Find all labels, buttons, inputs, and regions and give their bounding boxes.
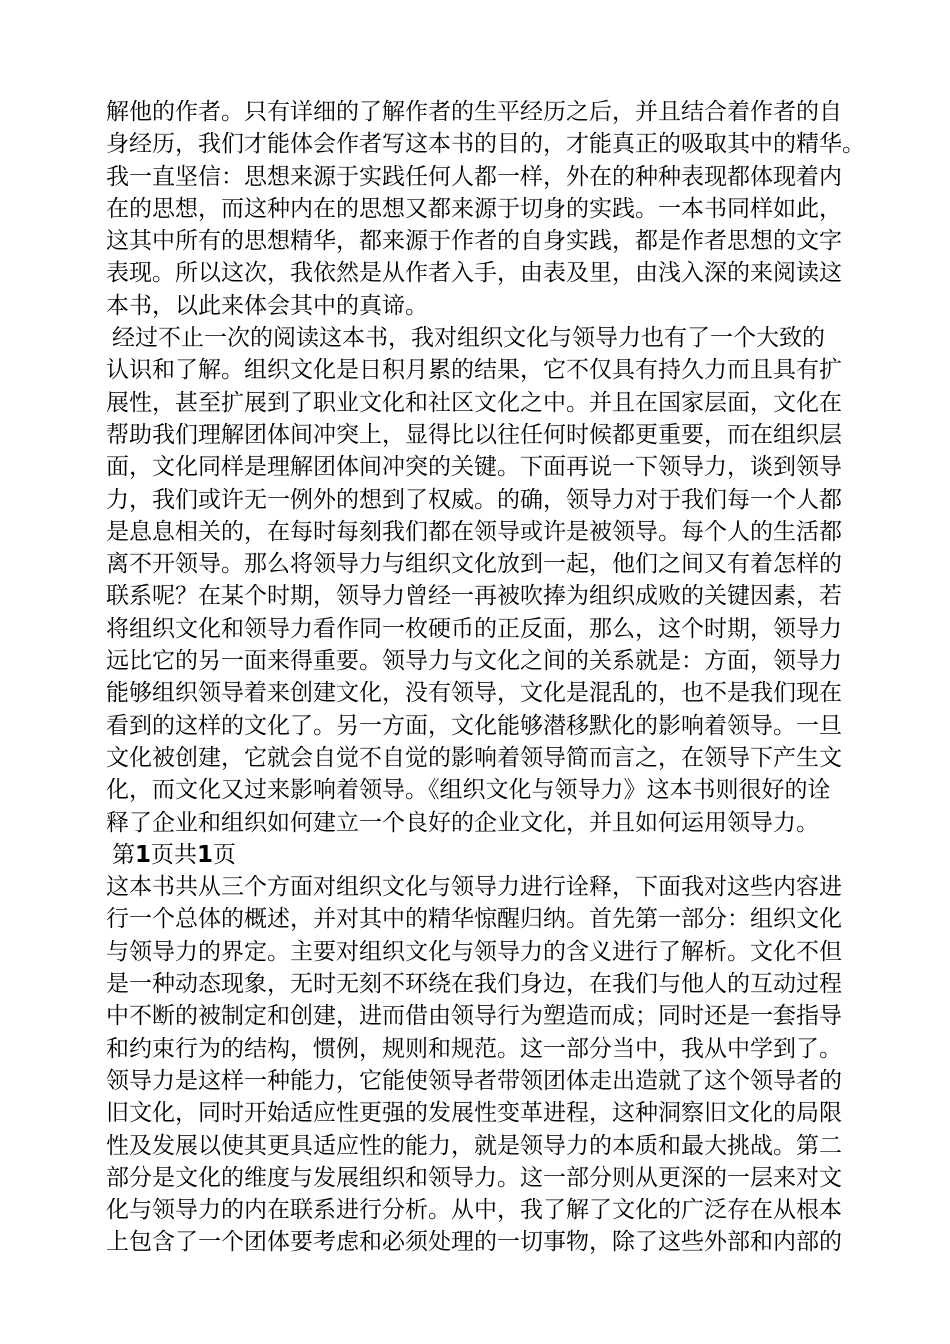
page-footer-suffix: 页 xyxy=(213,841,237,868)
text-line: 与领导力的界定。主要对组织文化与领导力的含义进行了解析。文化不但 xyxy=(106,938,842,965)
text-line: 释了企业和组织如何建立一个良好的企业文化，并且如何运用领导力。 xyxy=(106,809,819,836)
text-line: 这本书共从三个方面对组织文化与领导力进行诠释，下面我对这些内容进 xyxy=(106,874,842,901)
text-line: 力，我们或许无一例外的想到了权威。的确，领导力对于我们每一个人都 xyxy=(106,486,842,513)
page-number-footer xyxy=(106,839,866,871)
text-line: 能够组织领导着来创建文化，没有领导，文化是混乱的，也不是我们现在 xyxy=(106,680,842,707)
text-line: 部分是文化的维度与发展组织和领导力。这一部分则从更深的一层来对文 xyxy=(106,1164,842,1191)
text-line: 我一直坚信：思想来源于实践任何人都一样，外在的种种表现都体现着内 xyxy=(106,163,842,190)
text-line: 身经历，我们才能体会作者写这本书的目的，才能真正的吸取其中的精华。 xyxy=(106,131,865,158)
text-line: 这其中所有的思想精华，都来源于作者的自身实践，都是作者思想的文字 xyxy=(106,228,842,255)
text-line: 领导力是这样一种能力，它能使领导者带领团体走出造就了这个领导者的 xyxy=(106,1067,842,1094)
text-line: 表现。所以这次，我依然是从作者入手，由表及里，由浅入深的来阅读这 xyxy=(106,260,842,287)
page-footer-prefix: 第 xyxy=(112,841,135,868)
paragraph-culture-leadership xyxy=(106,322,866,839)
paragraph-author-intro xyxy=(106,96,866,322)
text-line: 经过不止一次的阅读这本书，我对组织文化与领导力也有了一个大致的 xyxy=(112,325,825,352)
page-current-number: 1 xyxy=(135,841,152,868)
text-line: 展性，甚至扩展到了职业文化和社区文化之中。并且在国家层面，文化在 xyxy=(106,389,842,416)
text-line: 解他的作者。只有详细的了解作者的生平经历之后，并且结合着作者的自 xyxy=(106,99,842,125)
text-line: 将组织文化和领导力看作同一枚硬币的正反面，那么，这个时期，领导力 xyxy=(106,615,842,642)
text-line: 远比它的另一面来得重要。领导力与文化之间的关系就是：方面，领导力 xyxy=(106,648,842,675)
text-line: 看到的这样的文化了。另一方面，文化能够潜移默化的影响着领导。一旦 xyxy=(106,712,842,739)
text-line: 中不断的被制定和创建，进而借由领导行为塑造而成；同时还是一套指导 xyxy=(106,1003,842,1030)
text-line: 是一种动态现象，无时无刻不环绕在我们身边，在我们与他人的互动过程 xyxy=(106,971,842,998)
text-line: 化，而文化又过来影响着领导。《组织文化与领导力》这本书则很好的诠 xyxy=(106,777,831,804)
text-line: 联系呢？在某个时期，领导力曾经一再被吹捧为组织成败的关键因素，若 xyxy=(106,583,842,610)
text-line: 性及发展以使其更具适应性的能力，就是领导力的本质和最大挑战。第二 xyxy=(106,1132,842,1159)
document-body xyxy=(106,96,866,1259)
text-line: 认识和了解。组织文化是日积月累的结果，它不仅具有持久力而且具有扩 xyxy=(106,357,842,384)
paragraph-book-overview xyxy=(106,871,866,1259)
page-total-number: 1 xyxy=(197,841,214,868)
text-line: 在的思想，而这种内在的思想又都来源于切身的实践。一本书同样如此， xyxy=(106,195,842,222)
text-line: 旧文化，同时开始适应性更强的发展性变革进程，这种洞察旧文化的局限 xyxy=(106,1100,842,1127)
text-line: 上包含了一个团体要考虑和必须处理的一切事物，除了这些外部和内部的 xyxy=(106,1229,842,1256)
text-line: 行一个总体的概述，并对其中的精华惊醒归纳。首先第一部分：组织文化 xyxy=(106,906,842,933)
page-footer-middle: 页共 xyxy=(151,841,198,868)
text-line: 是息息相关的，在每时每刻我们都在领导或许是被领导。每个人的生活都 xyxy=(106,518,842,545)
text-line: 本书，以此来体会其中的真谛。 xyxy=(106,292,428,319)
text-line: 面，文化同样是理解团体间冲突的关键。下面再说一下领导力，谈到领导 xyxy=(106,454,842,481)
text-line: 帮助我们理解团体间冲突上，显得比以往任何时候都更重要，而在组织层 xyxy=(106,421,842,448)
text-line: 化与领导力的内在联系进行分析。从中，我了解了文化的广泛存在从根本 xyxy=(106,1197,842,1224)
text-line: 文化被创建，它就会自觉不自觉的影响着领导简而言之，在领导下产生文 xyxy=(106,744,842,771)
text-line: 和约束行为的结构，惯例，规则和规范。这一部分当中，我从中学到了。 xyxy=(106,1035,842,1062)
text-line: 离不开领导。那么将领导力与组织文化放到一起，他们之间又有着怎样的 xyxy=(106,551,842,578)
